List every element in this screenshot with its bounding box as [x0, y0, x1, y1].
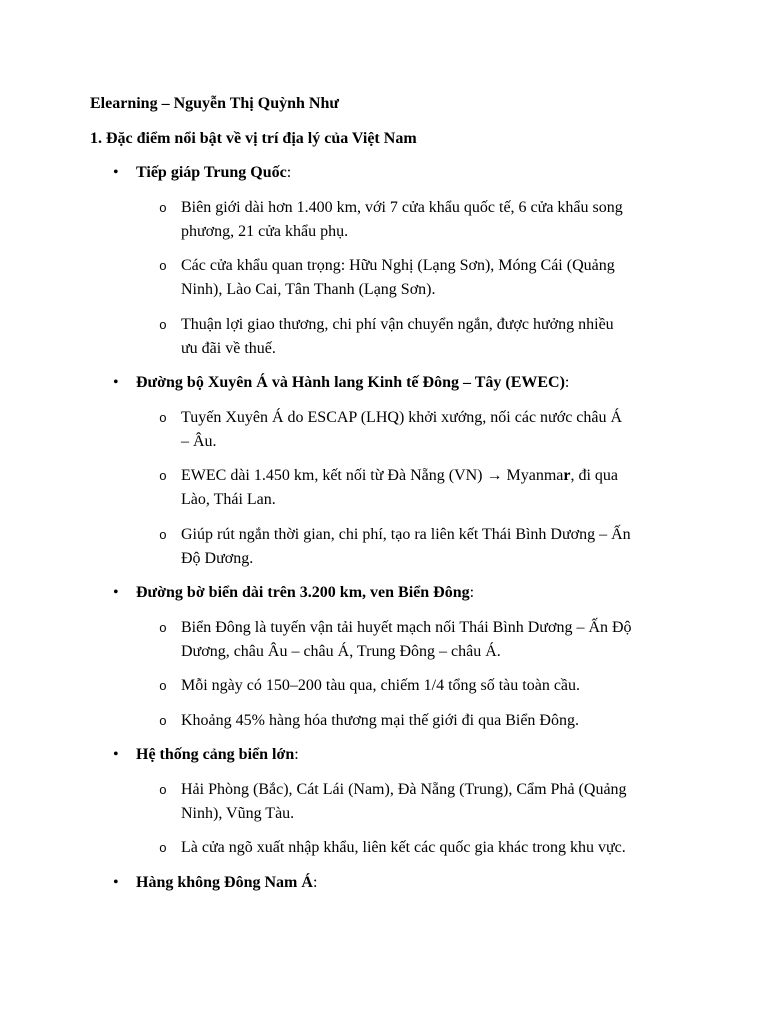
sub-item-line: Hải Phòng (Bắc), Cát Lái (Nam), Đà Nẵng (Trung), Cẩm Phả (Quảng — [181, 780, 627, 798]
sub-item — [90, 313, 681, 361]
bullet-label: Hệ thống cảng biển lớn — [136, 746, 295, 763]
sub-item-line: Lào, Thái Lan. — [181, 491, 276, 508]
sub-item-line: Biên giới dài hơn 1.400 km, với 7 cửa khẩu quốc tế, 6 cửa khẩu song — [181, 198, 623, 216]
bullet-marker: • — [113, 873, 119, 891]
sub-item — [90, 406, 681, 454]
sub-bullet-marker: o — [159, 841, 167, 856]
sub-item — [90, 196, 681, 244]
sub-item-line: Giúp rút ngắn thời gian, chi phí, tạo ra liên kết Thái Bình Dương – Ấn — [181, 525, 631, 543]
bullet-marker: • — [113, 746, 119, 763]
bullet-label: Hàng không Đông Nam Á — [136, 873, 313, 891]
sub-item-text: EWEC dài 1.450 km, kết nối từ Đà Nẵng (VN) → Myanma — [181, 467, 564, 484]
sub-item — [90, 616, 681, 664]
sub-bullet-marker: o — [159, 259, 167, 274]
bullet-label: Tiếp giáp Trung Quốc — [136, 164, 287, 181]
bullet-colon: : — [286, 164, 292, 181]
bullet-label: Đường bờ biển dài trên 3.200 km, ven Biển Đông — [136, 584, 470, 601]
bullet-text — [136, 743, 681, 767]
bullet-marker: • — [113, 584, 119, 601]
sub-item-line: ưu đãi về thuế. — [181, 339, 276, 357]
sub-item-text: , đi qua — [570, 467, 619, 484]
sub-item-line: Khoảng 45% hàng hóa thương mại thế giới đi qua Biển Đông. — [181, 711, 579, 729]
sub-bullet-marker: o — [159, 200, 167, 216]
sub-item — [90, 254, 681, 302]
bullet-colon: : — [469, 584, 475, 601]
sub-item — [90, 778, 681, 826]
bullet-colon: : — [312, 873, 318, 891]
document-title: Elearning – Nguyễn Thị Quỳnh Như — [90, 95, 339, 112]
sub-bullet-marker: o — [159, 527, 167, 543]
sub-item-line: Độ Dương. — [181, 549, 254, 567]
bullet-colon: : — [564, 374, 570, 391]
sub-item — [90, 464, 681, 512]
sub-item-line: Thuận lợi giao thương, chi phí vận chuyển ngắn, được hưởng nhiều — [181, 315, 614, 333]
sub-item — [90, 709, 681, 733]
bullet-item — [90, 871, 681, 895]
bullet-colon: : — [294, 746, 299, 763]
sub-item-line: Mỗi ngày có 150–200 tàu qua, chiếm 1/4 tổng số tàu toàn cầu. — [181, 677, 581, 694]
sub-bullet-marker: o — [159, 620, 167, 636]
sub-item-line: Biển Đông là tuyến vận tải huyết mạch nối Thái Bình Dương – Ấn Độ — [181, 618, 632, 636]
sub-bullet-marker: o — [159, 782, 167, 798]
sub-item-line: Các cửa khẩu quan trọng: Hữu Nghị (Lạng Sơn), Móng Cái (Quảng — [181, 257, 615, 274]
sub-bullet-marker: o — [159, 679, 167, 694]
sub-item-bold-text: r — [563, 467, 571, 484]
sub-item — [90, 674, 681, 698]
bullet-item — [90, 581, 681, 605]
bullet-marker: • — [113, 374, 119, 391]
sub-bullet-marker: o — [159, 713, 167, 729]
bullet-label: Đường bộ Xuyên Á và Hành lang Kinh tế Đông – Tây (EWEC) — [136, 374, 565, 391]
bullet-marker: • — [113, 164, 119, 181]
sub-item-line: phương, 21 cửa khẩu phụ. — [181, 222, 349, 240]
sub-bullet-marker: o — [159, 469, 167, 484]
sub-item-line: Ninh), Lào Cai, Tân Thanh (Lạng Sơn). — [181, 281, 436, 298]
bullet-item — [90, 743, 681, 767]
sub-item — [90, 523, 681, 571]
sub-item — [90, 836, 681, 860]
sub-item-line: – Âu. — [181, 432, 217, 450]
bullet-item — [90, 161, 681, 185]
sub-bullet-marker: o — [159, 410, 167, 426]
sub-item-line: Tuyến Xuyên Á do ESCAP (LHQ) khởi xướng, nối các nước châu Á — [181, 408, 623, 426]
bullet-text — [136, 161, 681, 185]
sub-bullet-marker: o — [159, 317, 167, 333]
section-heading: 1. Đặc điểm nổi bật về vị trí địa lý của Việt Nam — [90, 129, 417, 147]
bullet-text — [136, 581, 681, 605]
bullet-text — [136, 871, 681, 895]
sub-item-line: Ninh), Vũng Tàu. — [181, 804, 295, 822]
bullet-text — [136, 371, 681, 395]
sub-item-line: Dương, châu Âu – châu Á, Trung Đông – châu Á. — [181, 642, 501, 660]
sub-item-line: Là cửa ngõ xuất nhập khẩu, liên kết các quốc gia khác trong khu vực. — [181, 839, 626, 856]
bullet-item — [90, 371, 681, 395]
sub-item-line — [181, 464, 681, 488]
